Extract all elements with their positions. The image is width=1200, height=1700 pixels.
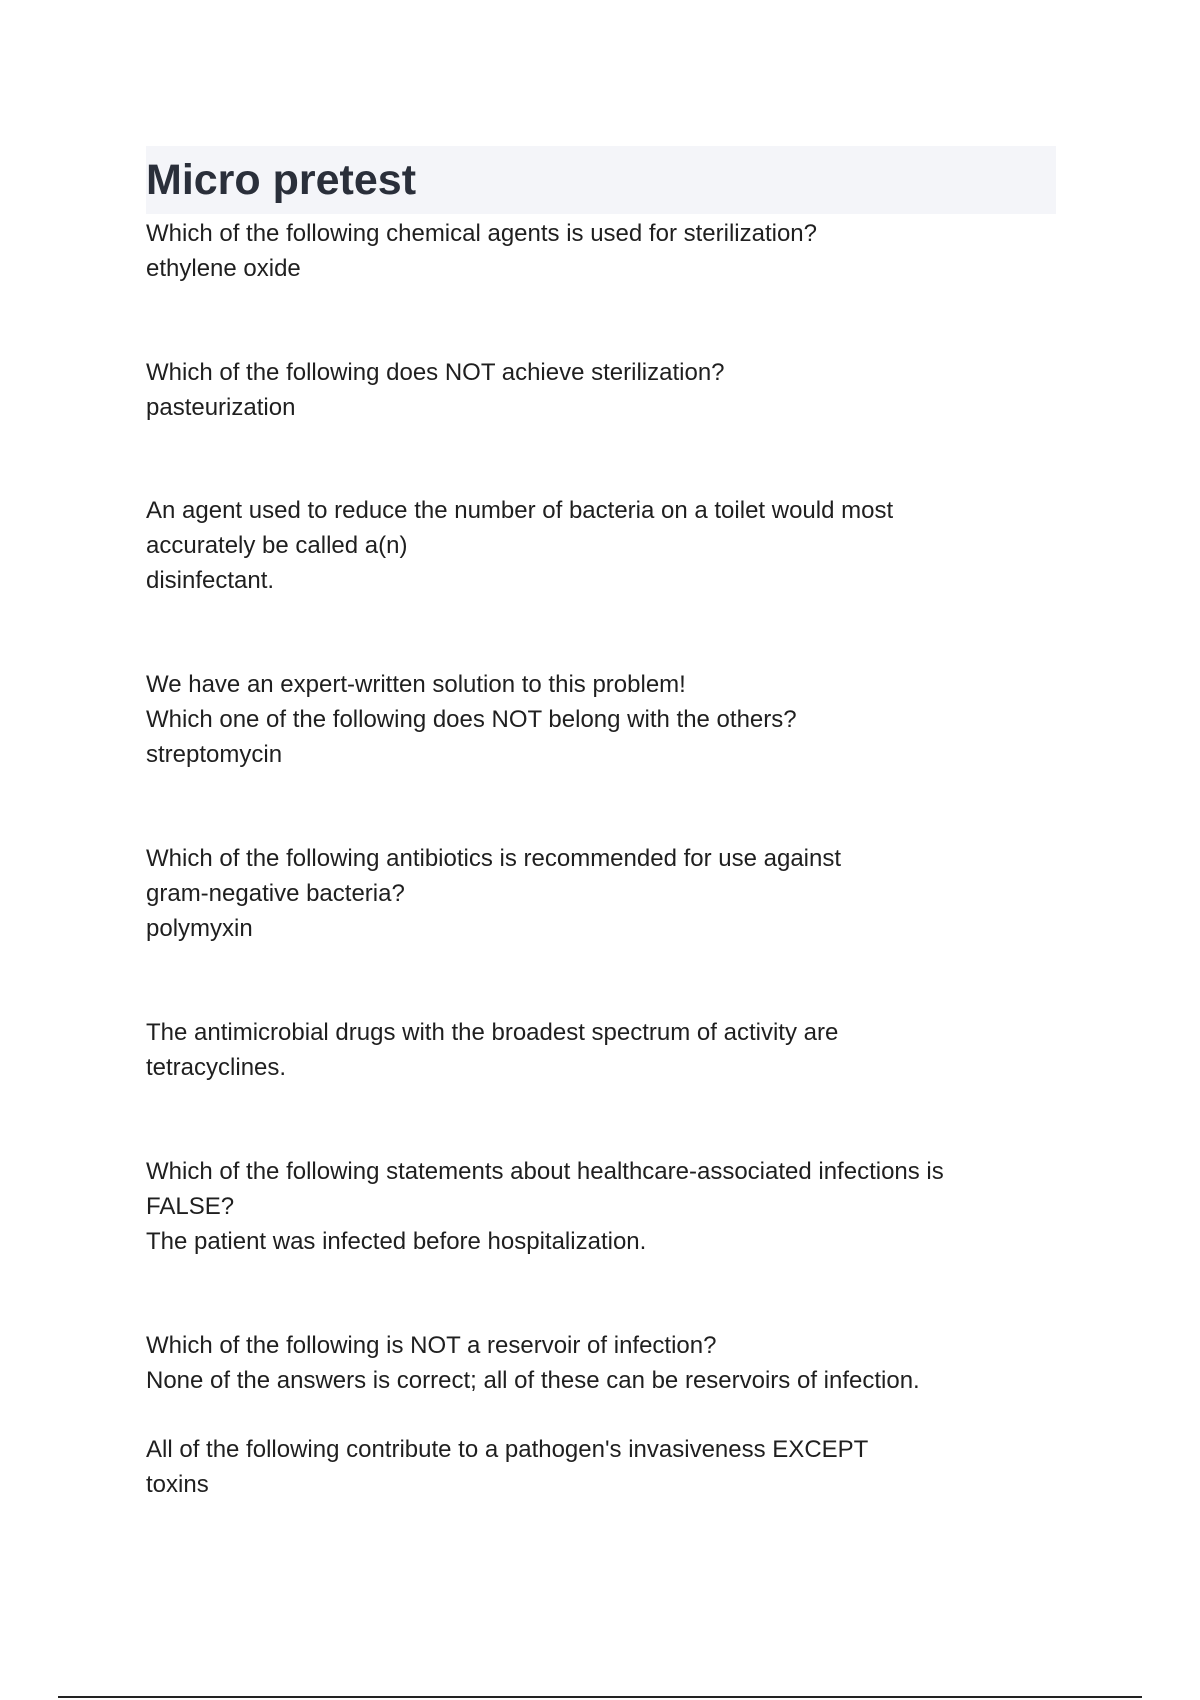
qa-item xyxy=(146,1015,838,1085)
question-text: We have an expert-written solution to this problem! xyxy=(146,671,686,698)
question-text: Which of the following antibiotics is recommended for use against xyxy=(146,845,842,872)
title-bar xyxy=(146,146,1056,214)
answer-text: ethylene oxide xyxy=(146,255,301,282)
answer-text: toxins xyxy=(146,1471,209,1498)
answer-text: pasteurization xyxy=(146,394,296,421)
question-text: FALSE? xyxy=(146,1193,235,1220)
question-text: accurately be called a(n) xyxy=(146,532,408,559)
answer-text: None of the answers is correct; all of these can be reservoirs of infection. xyxy=(146,1367,920,1394)
qa-item xyxy=(146,355,725,425)
document-page xyxy=(146,146,1056,1516)
page-title: Micro pretest xyxy=(146,155,417,204)
question-text: Which of the following statements about healthcare-associated infections is xyxy=(146,1158,944,1185)
question-text: The antimicrobial drugs with the broadest spectrum of activity are xyxy=(146,1019,839,1046)
qa-item xyxy=(146,493,893,598)
answer-text: disinfectant. xyxy=(146,567,275,594)
qa-item xyxy=(146,1432,868,1502)
question-text: An agent used to reduce the number of bacteria on a toilet would most xyxy=(146,497,894,524)
answer-text: streptomycin xyxy=(146,741,283,768)
qa-item xyxy=(146,1154,944,1259)
qa-item xyxy=(146,841,841,946)
question-text: Which of the following chemical agents is used for sterilization? xyxy=(146,220,817,247)
qa-list xyxy=(146,216,1056,1516)
question-text: All of the following contribute to a pathogen's invasiveness EXCEPT xyxy=(146,1436,869,1463)
footer-divider xyxy=(58,1696,1142,1698)
qa-item xyxy=(146,667,797,772)
question-text: Which of the following does NOT achieve sterilization? xyxy=(146,359,725,386)
question-text: gram-negative bacteria? xyxy=(146,880,405,907)
qa-item xyxy=(146,1328,920,1398)
question-text: Which one of the following does NOT belong with the others? xyxy=(146,706,797,733)
answer-text: tetracyclines. xyxy=(146,1054,287,1081)
qa-item xyxy=(146,216,817,286)
answer-text: The patient was infected before hospitalization. xyxy=(146,1228,647,1255)
answer-text: polymyxin xyxy=(146,915,253,942)
question-text: Which of the following is NOT a reservoir of infection? xyxy=(146,1332,717,1359)
